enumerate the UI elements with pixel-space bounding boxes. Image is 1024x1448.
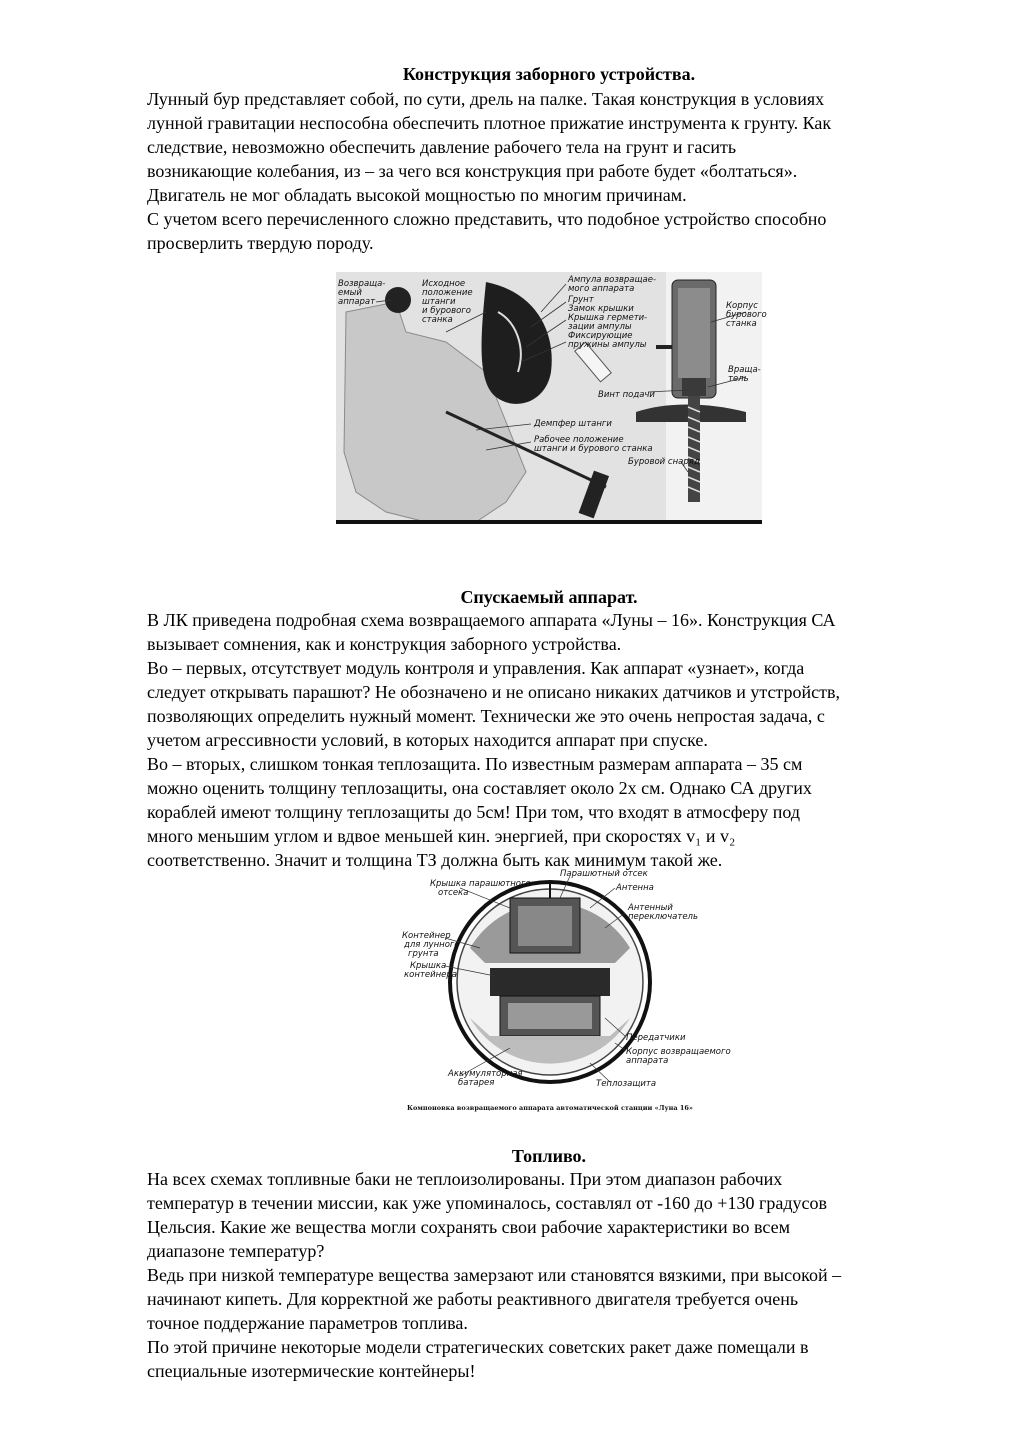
text-line: температур в течении миссии, как уже упоминалось, составлял от -160 до +130 градусов: [147, 1193, 827, 1213]
label-working-position: Рабочее положение штанги и бурового станка: [534, 435, 653, 454]
label-soil-container: Контейнер для лунного грунта: [402, 931, 460, 959]
label-container-lid: Крышка контейнера: [404, 961, 457, 980]
label-antenna-switch: Антенный переключатель: [628, 903, 698, 922]
text-line: специальные изотермические контейнеры!: [147, 1361, 476, 1381]
text-line: диапазоне температур?: [147, 1241, 325, 1261]
label-battery: Аккумуляторная батарея: [448, 1069, 523, 1088]
label-parachute: Парашютный отсек: [560, 869, 648, 879]
text-line: позволяющих определить нужный момент. Технически же это очень непростая задача, с: [147, 706, 825, 726]
label-lid: Крышка гермети-зации ампулы: [568, 313, 648, 332]
text-line: кораблей имеют толщину теплозащиты до 5см! При том, что входят в атмосферу под: [147, 802, 800, 822]
text-line: можно оценить толщину теплозащиты, она составляет около 2х см. Однако СА других: [147, 778, 812, 798]
capsule-figure-caption: Компоновка возвращаемого аппарата автоматической станции «Луна 16»: [407, 1104, 693, 1112]
label-feed-screw: Винт подачи: [598, 390, 655, 400]
label-antenna: Антенна: [616, 883, 654, 893]
text-line: С учетом всего перечисленного сложно представить, что подобное устройство способно: [147, 209, 827, 229]
label-drill-bit: Буровой снаряд: [628, 457, 700, 467]
label-lid-lock: Замок крышки: [568, 304, 634, 314]
label-transmitters: Передатчики: [626, 1033, 686, 1043]
text-line: Лунный бур представляет собой, по сути, дрель на палке. Такая конструкция в условиях: [147, 89, 825, 109]
text-line: учетом агрессивности условий, в которых находится аппарат при спуске.: [147, 730, 708, 750]
text-line: вызывает сомнения, как и конструкция заборного устройства.: [147, 634, 622, 654]
label-returned-apparatus: Возвраща-емый аппарат: [338, 279, 386, 307]
text-line: Во – первых, отсутствует модуль контроля и управления. Как аппарат «узнает», когда: [147, 658, 805, 678]
label-ampoule: Ампула возвращае-мого аппарата: [568, 275, 657, 294]
text-line: Ведь при низкой температуре вещества замерзают или становятся вязкими, при высокой –: [147, 1265, 842, 1285]
text-line: следствие, невозможно обеспечить давление рабочего тела на грунт и гасить: [147, 137, 737, 157]
text-line: соответственно. Значит и толщина ТЗ должна быть как минимум такой же.: [147, 850, 723, 870]
text-line: точное поддержание параметров топлива.: [147, 1313, 468, 1333]
text-line: следует открывать парашют? Не обозначено и не описано никаких датчиков и утстройств,: [147, 682, 840, 702]
text-line: возникающие колебания, из – за чего вся конструкция при работе будет «болтаться».: [147, 161, 798, 181]
label-initial-position: Исходное положение штанги и бурового станка: [422, 279, 473, 325]
label-rotator: Враща-тель: [728, 365, 761, 384]
label-soil: Грунт: [568, 295, 594, 305]
container-block: [490, 968, 610, 996]
text-line: лунной гравитации неспособна обеспечить плотное прижатие инструмента к грунту. Как: [147, 113, 832, 133]
section-heading-capsule: Спускаемый аппарат.: [460, 587, 638, 607]
text-line: много меньшим углом и вдвое меньшей кин. энергией, при скоростях v₁ и v₂: [147, 826, 736, 846]
capsule-diagram-figure: [400, 868, 731, 1116]
text-line: По этой причине некоторые модели стратегических советских ракет даже помещали в: [147, 1337, 809, 1357]
label-capsule-shell: Корпус возвращаемого аппарата: [626, 1047, 731, 1066]
text-line: Цельсия. Какие же вещества могли сохранять свои рабочие характеристики во всем: [147, 1217, 790, 1237]
text-line: Двигатель не мог обладать высокой мощностью по многим причинам.: [147, 185, 687, 205]
drill-diagram-figure: [336, 272, 767, 556]
text-line: просверлить твердую породу.: [147, 233, 374, 253]
text-line: На всех схемах топливные баки не теплоизолированы. При этом диапазон рабочих: [147, 1169, 783, 1189]
label-damper: Демпфер штанги: [534, 419, 612, 429]
text-line: Во – вторых, слишком тонкая теплозащита. По известным размерам аппарата – 35 см: [147, 754, 803, 774]
section-heading-drill: Конструкция заборного устройства.: [402, 64, 696, 84]
text-line: начинают кипеть. Для корректной же работы реактивного двигателя требуется очень: [147, 1289, 799, 1309]
text-line: В ЛК приведена подробная схема возвращаемого аппарата «Луны – 16». Конструкция СА: [147, 610, 836, 630]
label-drill-body: Корпус бурового станка: [726, 301, 767, 329]
section-heading-fuel: Топливо.: [511, 1146, 587, 1166]
label-parachute-lid: Крышка парашютного отсека: [430, 879, 531, 898]
label-heat-shield: Теплозащита: [596, 1079, 657, 1089]
label-springs: Фиксирующие пружины ампулы: [568, 331, 647, 350]
